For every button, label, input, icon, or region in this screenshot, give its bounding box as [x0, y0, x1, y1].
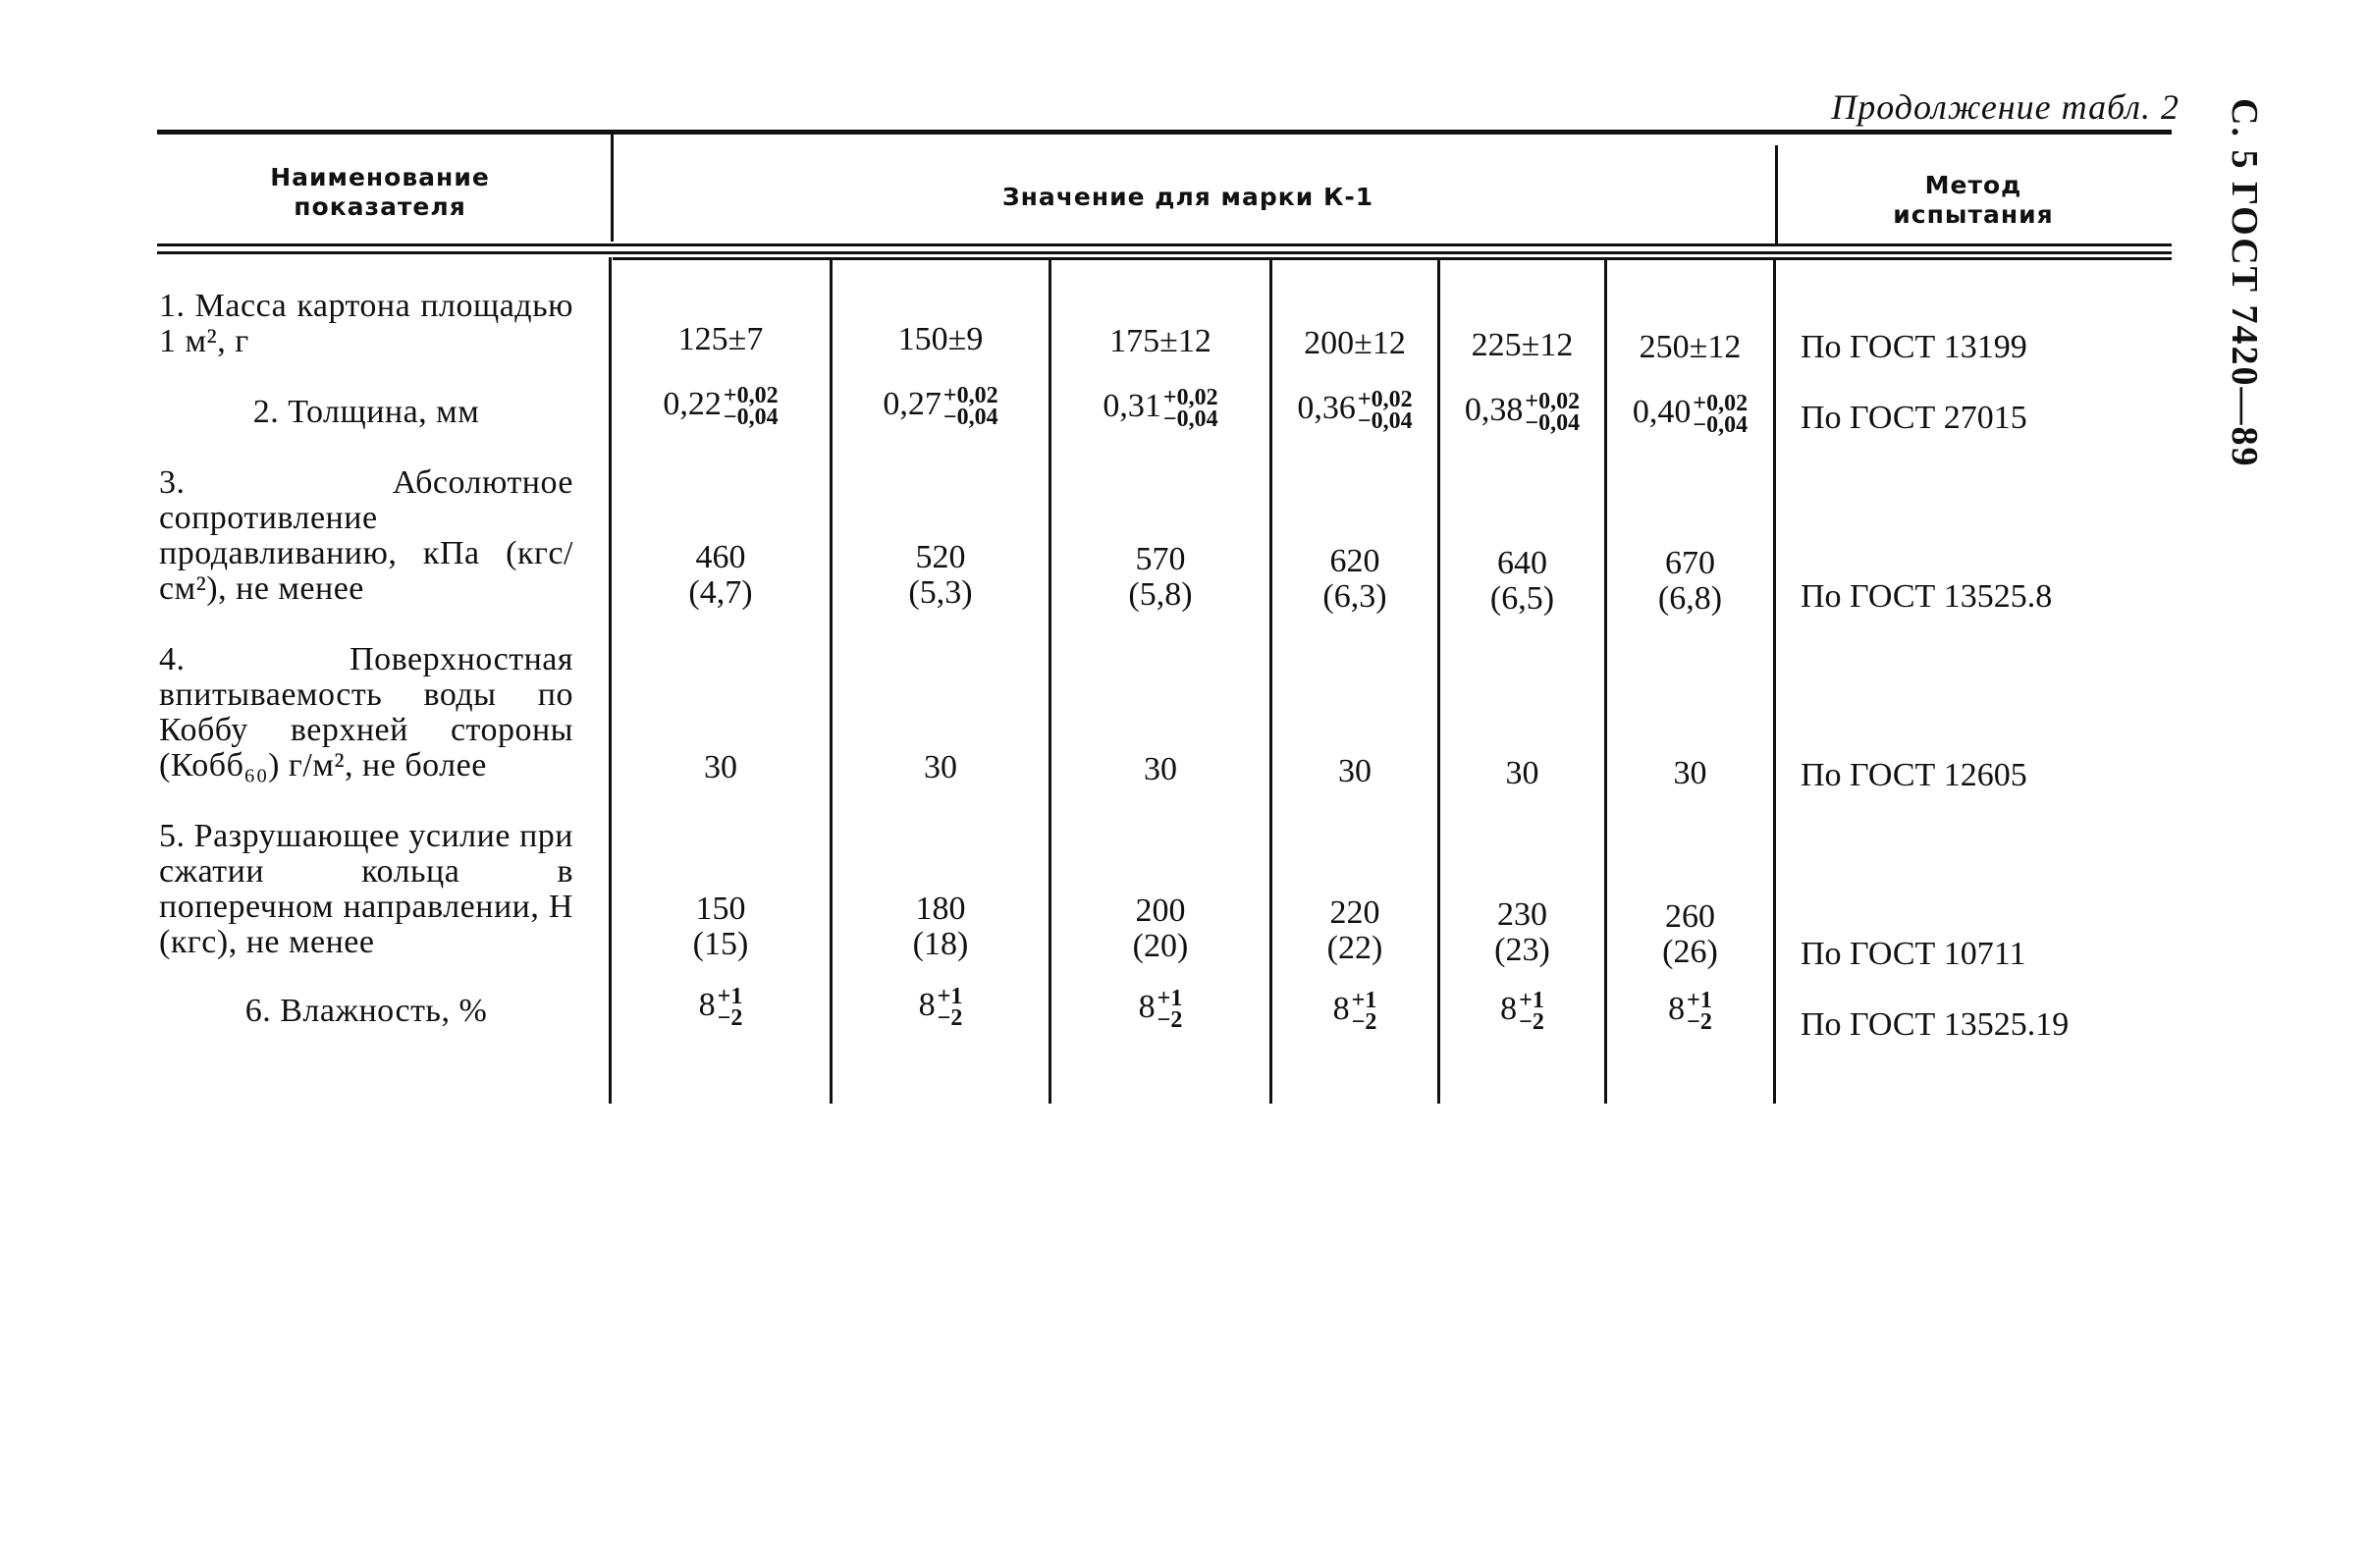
tolerance — [1525, 391, 1580, 434]
tolerance — [1163, 387, 1218, 430]
value-main: 640 — [1497, 545, 1547, 581]
tolerance — [724, 385, 779, 428]
value-cell: 30 — [1144, 751, 1177, 787]
value-main: 180 — [915, 891, 966, 927]
value-base: 8 — [1332, 990, 1350, 1027]
tolerance-minus: −0,04 — [1693, 412, 1749, 438]
tolerance-plus: +1 — [717, 984, 743, 1009]
tolerance — [1693, 393, 1748, 436]
value-cell: 175±12 — [1109, 323, 1211, 359]
header-test-method: Метод испытания — [1893, 171, 2054, 229]
tolerance-plus: +0,02 — [1525, 389, 1581, 414]
value-main: 230 — [1497, 896, 1547, 933]
value-base: 0,31 — [1103, 387, 1161, 424]
value-secondary: (4,7) — [688, 574, 753, 611]
value-cell: 125±7 — [677, 321, 764, 357]
value-cell — [1607, 990, 1773, 1033]
value-cell — [612, 385, 830, 428]
tolerance-minus: −0,04 — [1525, 410, 1581, 436]
value-cell — [1440, 546, 1604, 617]
tolerance-plus: +0,02 — [1162, 385, 1218, 410]
value-cell — [1607, 393, 1773, 436]
col-divider-5 — [1437, 257, 1440, 1104]
tolerance-minus: −2 — [1157, 1007, 1183, 1033]
value-main: 570 — [1135, 541, 1186, 577]
value-secondary: (18) — [912, 926, 969, 962]
value-cell — [1607, 899, 1773, 970]
tolerance — [1352, 990, 1377, 1033]
row-label-burst-strength: 3. Абсолютное сопротивление продавливанию, кПа (кгс/см²), не менее — [159, 464, 573, 607]
value-cell — [833, 892, 1049, 962]
tolerance — [1358, 389, 1413, 432]
row-label-ring-crush: 5. Разрушающее усилие при сжатии кольца в поперечном направлении, Н (кгс), не менее — [159, 818, 573, 960]
value-cell: 30 — [1338, 753, 1372, 789]
page-running-header: С. 5 ГОСТ 7420—89 — [2224, 98, 2265, 468]
tolerance-minus: −2 — [1687, 1009, 1712, 1035]
header-bottom-rule-2 — [157, 251, 2172, 254]
tolerance — [1157, 988, 1183, 1031]
header-divider-left — [611, 134, 614, 242]
method-cell: По ГОСТ 13525.19 — [1801, 1006, 2070, 1043]
value-secondary: (5,8) — [1128, 576, 1193, 613]
tolerance-plus: +1 — [937, 984, 963, 1009]
value-main: 670 — [1665, 545, 1715, 581]
value-cell: 250±12 — [1639, 329, 1742, 365]
col-divider-3 — [1049, 257, 1051, 1104]
value-base: 0,36 — [1297, 389, 1356, 426]
method-cell: По ГОСТ 10711 — [1801, 936, 2026, 972]
value-cell: 30 — [924, 749, 957, 785]
header-indicator-name: Наименование показателя — [270, 163, 490, 221]
value-base: 0,22 — [663, 385, 722, 422]
method-cell: По ГОСТ 12605 — [1801, 757, 2027, 793]
value-secondary: (6,8) — [1657, 580, 1723, 617]
value-secondary: (23) — [1494, 932, 1550, 968]
tolerance-minus: −0,04 — [1162, 406, 1218, 432]
value-secondary: (5,3) — [908, 574, 973, 611]
value-base: 8 — [1500, 990, 1518, 1027]
tolerance-minus: −2 — [1519, 1009, 1544, 1035]
value-cell — [612, 892, 830, 962]
value-cell — [1272, 990, 1437, 1033]
value-cell — [1440, 897, 1604, 968]
value-cell: 30 — [1505, 755, 1539, 791]
value-base: 8 — [1668, 990, 1686, 1027]
tolerance-minus: −2 — [1351, 1009, 1377, 1035]
value-base: 0,40 — [1632, 393, 1692, 430]
tolerance — [943, 385, 998, 428]
tolerance — [1687, 990, 1712, 1033]
header-value-cells-rule — [613, 257, 2172, 260]
method-cell: По ГОСТ 13199 — [1801, 329, 2027, 365]
value-cell — [1051, 893, 1269, 964]
value-main: 260 — [1665, 898, 1715, 935]
col-divider-6 — [1604, 257, 1607, 1104]
value-cell: 30 — [704, 749, 737, 785]
value-cell — [1272, 895, 1437, 966]
tolerance — [1519, 990, 1544, 1033]
value-secondary: (6,5) — [1489, 580, 1555, 617]
tolerance-plus: +0,02 — [942, 383, 998, 408]
method-cell: По ГОСТ 13525.8 — [1801, 578, 2053, 615]
tolerance-plus: +0,02 — [1693, 391, 1749, 416]
value-base: 8 — [918, 986, 936, 1023]
tolerance-plus: +0,02 — [1357, 387, 1413, 412]
value-main: 220 — [1329, 894, 1380, 931]
value-cell — [833, 540, 1049, 611]
value-base: 0,38 — [1464, 391, 1524, 428]
value-cell — [1272, 544, 1437, 615]
tolerance-minus: −2 — [937, 1005, 963, 1031]
value-cell — [1607, 546, 1773, 617]
method-cell: По ГОСТ 27015 — [1801, 400, 2027, 436]
value-cell — [612, 540, 830, 611]
value-cell — [1051, 542, 1269, 613]
value-cell — [1440, 990, 1604, 1033]
row-label-mass: 1. Масса картона площадью 1 м², г — [159, 288, 573, 359]
row-label-moisture: 6. Влажность, % — [244, 993, 488, 1029]
tolerance — [718, 986, 743, 1029]
tolerance-plus: +1 — [1157, 986, 1183, 1011]
tolerance-minus: −0,04 — [942, 405, 998, 430]
value-cell — [833, 986, 1049, 1029]
header-divider-right — [1775, 145, 1778, 243]
value-main: 620 — [1329, 543, 1380, 579]
header-grade-value: Значение для марки К-1 — [1001, 183, 1374, 211]
tolerance-plus: +1 — [1351, 988, 1377, 1013]
value-cell — [1272, 389, 1437, 432]
col-divider-4 — [1269, 257, 1272, 1104]
value-cell: 150±9 — [897, 321, 984, 357]
tolerance-minus: −2 — [717, 1005, 743, 1031]
value-secondary: (22) — [1326, 930, 1383, 966]
value-secondary: (6,3) — [1322, 578, 1387, 615]
value-cell: 225±12 — [1471, 327, 1574, 363]
value-secondary: (26) — [1662, 934, 1718, 970]
table-top-rule — [157, 130, 2172, 135]
header-bottom-rule — [157, 243, 2172, 246]
value-cell: 30 — [1673, 755, 1707, 791]
value-cell — [833, 385, 1049, 428]
value-secondary: (20) — [1132, 928, 1189, 964]
tolerance — [938, 986, 963, 1029]
value-secondary: (15) — [692, 926, 749, 962]
tolerance-plus: +1 — [1687, 988, 1712, 1013]
value-base: 8 — [698, 986, 716, 1023]
table-caption: Продолжение табл. 2 — [1831, 87, 2180, 127]
tolerance-plus: +0,02 — [723, 383, 779, 408]
value-main: 150 — [695, 891, 746, 927]
value-cell — [1051, 988, 1269, 1031]
row-label-water-absorption: 4. Поверхностная впитываемость воды по Коббу верхней стороны (Кобб₆₀) г/м², не более — [159, 641, 573, 784]
tolerance-plus: +1 — [1519, 988, 1544, 1013]
value-cell — [612, 986, 830, 1029]
value-main: 460 — [695, 539, 746, 575]
tolerance-minus: −0,04 — [723, 405, 779, 430]
tolerance-minus: −0,04 — [1357, 408, 1413, 434]
value-main: 520 — [915, 539, 966, 575]
value-cell — [1440, 391, 1604, 434]
value-cell — [1051, 387, 1269, 430]
value-cell: 200±12 — [1304, 325, 1406, 361]
row-label-thickness: 2. Толщина, мм — [252, 394, 480, 430]
value-main: 200 — [1135, 892, 1186, 929]
col-divider-7 — [1773, 257, 1776, 1104]
value-base: 0,27 — [883, 385, 942, 422]
value-base: 8 — [1138, 988, 1156, 1025]
